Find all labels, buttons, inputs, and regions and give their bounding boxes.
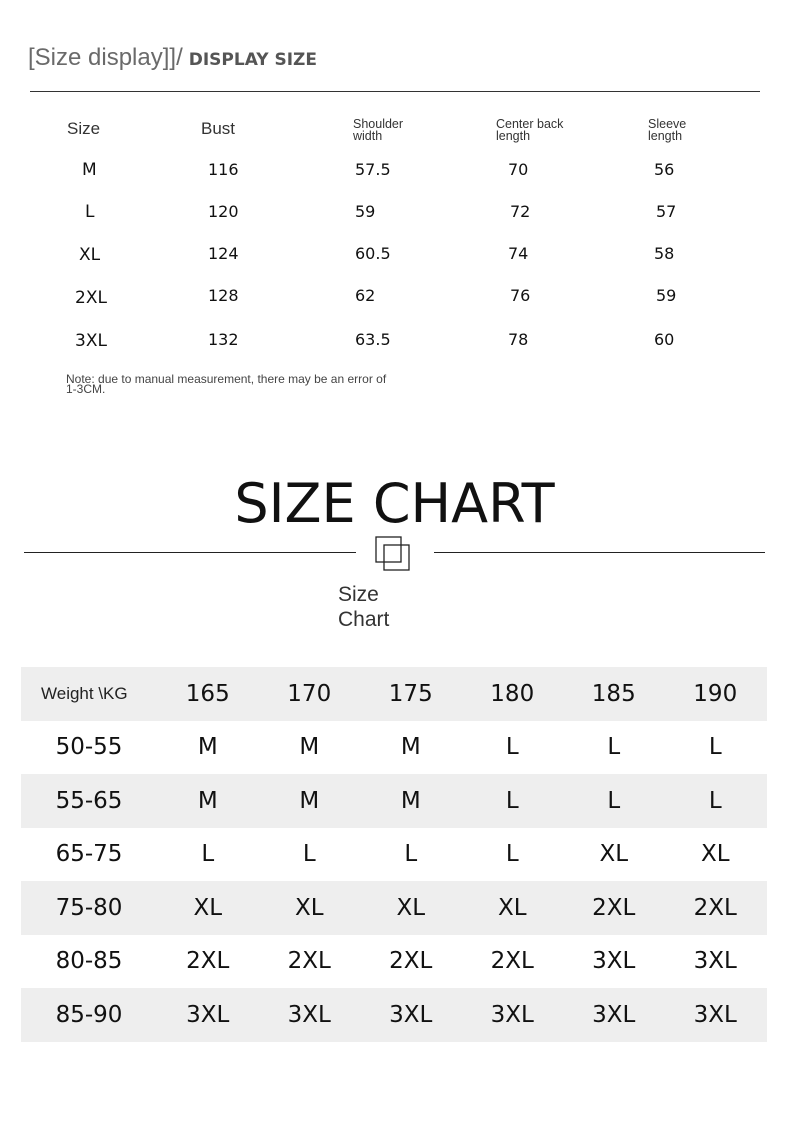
size-cell: 2XL xyxy=(693,894,737,921)
table-cell: 60.5 xyxy=(355,244,391,263)
size-cell: L xyxy=(607,787,621,814)
size-cell: 3XL xyxy=(389,1001,433,1028)
column-header-back-length: Center back length xyxy=(496,117,564,143)
table-cell: 120 xyxy=(208,202,239,221)
table-cell: 78 xyxy=(508,330,529,349)
weight-cell: 80-85 xyxy=(55,948,123,975)
size-cell: XL xyxy=(294,894,324,921)
size-cell: L xyxy=(404,841,418,868)
size-cell: XL xyxy=(599,841,629,868)
weight-cell: 75-80 xyxy=(55,894,123,921)
table-row xyxy=(21,774,767,828)
size-cell: L xyxy=(505,841,519,868)
table-cell: 60 xyxy=(654,330,675,349)
column-header-bust: Bust xyxy=(201,119,236,138)
table-cell: XL xyxy=(79,245,101,265)
size-cell: L xyxy=(708,787,722,814)
weight-cell: 85-90 xyxy=(55,1001,123,1028)
size-cell: XL xyxy=(700,841,730,868)
table-cell: 74 xyxy=(508,244,529,263)
table-row xyxy=(21,935,767,989)
size-cell: 2XL xyxy=(490,948,534,975)
table-row xyxy=(21,988,767,1042)
table-cell: 124 xyxy=(208,244,239,263)
size-cell: 3XL xyxy=(490,1001,534,1028)
weight-cell: 55-65 xyxy=(55,787,123,814)
size-chart-table xyxy=(21,667,767,1042)
table-cell: 132 xyxy=(208,330,239,349)
table-cell: M xyxy=(82,160,97,180)
table-header-row xyxy=(21,667,767,721)
table-cell: 3XL xyxy=(75,331,107,351)
size-cell: 3XL xyxy=(287,1001,331,1028)
measurement-table xyxy=(0,0,789,400)
table-cell: 57.5 xyxy=(355,160,391,179)
size-cell: 2XL xyxy=(186,948,230,975)
height-header: 170 xyxy=(287,680,332,707)
size-cell: 3XL xyxy=(592,948,636,975)
size-cell: 3XL xyxy=(186,1001,230,1028)
height-header: 175 xyxy=(388,680,433,707)
column-header-sleeve: Sleeve length xyxy=(648,117,687,143)
table-cell: 59 xyxy=(355,202,376,221)
table-row xyxy=(21,828,767,882)
size-cell: 3XL xyxy=(693,1001,737,1028)
header-subtitle: DISPLAY SIZE xyxy=(188,50,317,70)
height-header: 180 xyxy=(490,680,535,707)
height-header: 185 xyxy=(591,680,636,707)
size-cell: 2XL xyxy=(287,948,331,975)
table-cell: 128 xyxy=(208,286,239,305)
size-cell: M xyxy=(299,734,320,761)
height-header: 190 xyxy=(693,680,738,707)
size-cell: M xyxy=(197,734,218,761)
size-cell: 3XL xyxy=(592,1001,636,1028)
column-header-shoulder: Shoulder width xyxy=(353,117,404,143)
size-cell: M xyxy=(400,734,421,761)
table-cell: 57 xyxy=(656,202,677,221)
size-cell: XL xyxy=(193,894,223,921)
subtitle-text: Size Chart xyxy=(338,583,390,631)
height-header: 165 xyxy=(185,680,230,707)
title-divider-left xyxy=(24,552,356,553)
size-chart-title: SIZE CHART xyxy=(234,472,555,535)
weight-header: Weight \KG xyxy=(41,683,128,703)
table-cell: 58 xyxy=(654,244,675,263)
table-row xyxy=(21,721,767,775)
overlapping-squares-icon xyxy=(375,536,411,572)
size-cell: 3XL xyxy=(693,948,737,975)
size-cell: L xyxy=(505,787,519,814)
size-cell: L xyxy=(302,841,316,868)
size-cell: M xyxy=(299,787,320,814)
size-cell: L xyxy=(607,734,621,761)
header-title: [Size display]]/ xyxy=(28,44,183,71)
title-divider-right xyxy=(434,552,765,553)
weight-cell: 65-75 xyxy=(55,841,123,868)
size-cell: 2XL xyxy=(389,948,433,975)
table-cell: 2XL xyxy=(75,288,107,308)
table-cell: 72 xyxy=(510,202,531,221)
column-header-size: Size xyxy=(67,119,101,138)
size-cell: M xyxy=(197,787,218,814)
table-row xyxy=(21,881,767,935)
table-cell: 63.5 xyxy=(355,330,391,349)
size-cell: XL xyxy=(396,894,426,921)
table-cell: L xyxy=(85,202,95,222)
size-cell: L xyxy=(201,841,215,868)
size-cell: 2XL xyxy=(592,894,636,921)
table-cell: 56 xyxy=(654,160,675,179)
weight-cell: 50-55 xyxy=(55,734,123,761)
size-cell: L xyxy=(708,734,722,761)
measurement-note: Note: due to manual measurement, there may be an error of 1-3CM. xyxy=(66,372,387,396)
size-cell: XL xyxy=(497,894,527,921)
size-cell: M xyxy=(400,787,421,814)
size-chart-subtitle xyxy=(338,582,408,632)
table-cell: 116 xyxy=(208,160,239,179)
size-cell: L xyxy=(505,734,519,761)
table-cell: 70 xyxy=(508,160,529,179)
table-cell: 76 xyxy=(510,286,531,305)
table-cell: 59 xyxy=(656,286,677,305)
table-cell: 62 xyxy=(355,286,376,305)
